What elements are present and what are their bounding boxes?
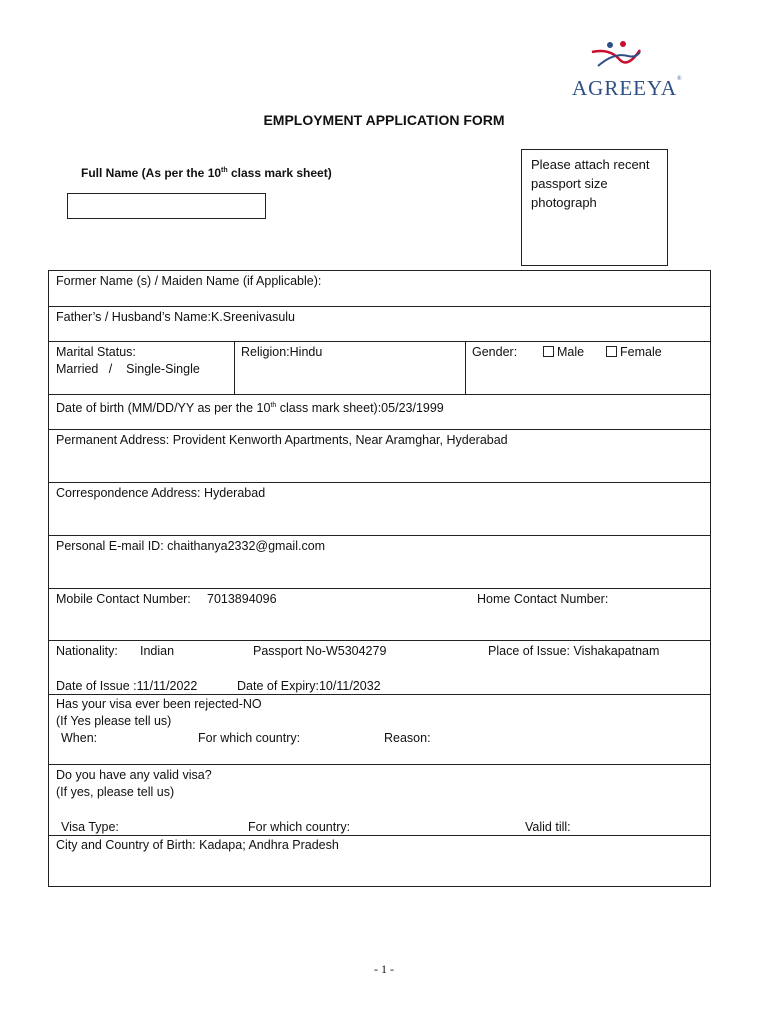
date-of-issue: Date of Issue :11/11/2022 xyxy=(56,679,198,693)
female-checkbox-icon[interactable] xyxy=(606,346,617,357)
passport-number: Passport No-W5304279 xyxy=(253,644,387,658)
gender-label: Gender: xyxy=(472,345,518,359)
form-title: EMPLOYMENT APPLICATION FORM xyxy=(263,112,505,128)
row-father-name xyxy=(49,307,710,342)
photo-box: Please attach recent passport size photograph xyxy=(521,149,668,266)
which-country-label: For which country: xyxy=(248,820,351,834)
gender-male-option[interactable]: Male xyxy=(543,344,584,361)
dob-text: Date of birth (MM/DD/YY as per the 10th class mark sheet):05/23/1999 xyxy=(56,401,444,416)
permanent-address-text: Permanent Address: Provident Kenworth Apartments, Near Aramghar, Hyderabad xyxy=(56,433,508,447)
row-dob xyxy=(49,395,710,430)
company-logo xyxy=(570,38,690,102)
which-country-label: For which country: xyxy=(198,731,301,745)
full-name-field[interactable] xyxy=(67,193,266,219)
nationality-label: Nationality: xyxy=(56,644,118,658)
father-name-text: Father’s / Husband’s Name:K.Sreenivasulu xyxy=(56,310,296,324)
valid-till-label: Valid till: xyxy=(525,820,571,834)
divider xyxy=(234,342,235,394)
marital-status-value: Married / Single-Single xyxy=(56,362,200,376)
religion-text: Religion:Hindu xyxy=(241,345,323,359)
divider xyxy=(465,342,466,394)
marital-status-label: Marital Status: xyxy=(56,345,136,359)
row-email xyxy=(49,536,710,589)
home-contact-label: Home Contact Number: xyxy=(477,592,609,606)
when-label: When: xyxy=(61,731,98,745)
logo-text: AGREEYA® xyxy=(572,76,683,100)
nationality-value: Indian xyxy=(140,644,175,658)
former-name-label: Former Name (s) / Maiden Name (if Applicable): xyxy=(56,274,322,288)
application-table xyxy=(48,270,711,887)
row-valid-visa xyxy=(49,765,710,836)
visa-rejected-question: Has your visa ever been rejected-NO xyxy=(56,697,262,711)
visa-type-label: Visa Type: xyxy=(61,820,119,834)
row-contact xyxy=(49,589,710,641)
reason-label: Reason: xyxy=(384,731,431,745)
row-correspondence-address xyxy=(49,483,710,536)
row-marital-religion-gender xyxy=(49,342,710,395)
date-of-expiry: Date of Expiry:10/11/2032 xyxy=(237,679,381,693)
valid-visa-note: (If yes, please tell us) xyxy=(56,785,175,799)
male-checkbox-icon[interactable] xyxy=(543,346,554,357)
row-birth-place xyxy=(49,836,710,888)
email-text: Personal E-mail ID: chaithanya2332@gmail.com xyxy=(56,539,326,553)
place-of-issue: Place of Issue: Vishakapatnam xyxy=(488,644,660,658)
valid-visa-question: Do you have any valid visa? xyxy=(56,768,212,782)
row-visa-rejected xyxy=(49,695,710,765)
gender-female-option[interactable]: Female xyxy=(606,344,662,361)
full-name-label: Full Name (As per the 10th class mark sheet) xyxy=(81,166,332,180)
page-number: - 1 - xyxy=(374,962,394,976)
row-former-name xyxy=(49,271,710,307)
visa-rejected-note: (If Yes please tell us) xyxy=(56,714,172,728)
birth-place-text: City and Country of Birth: Kadapa; Andhra Pradesh xyxy=(56,838,339,852)
mobile-value: 7013894096 xyxy=(207,592,277,606)
correspondence-address-text: Correspondence Address: Hyderabad xyxy=(56,486,266,500)
logo-mark-icon xyxy=(570,38,690,78)
mobile-label: Mobile Contact Number: xyxy=(56,592,191,606)
row-passport xyxy=(49,641,710,695)
row-permanent-address xyxy=(49,430,710,483)
